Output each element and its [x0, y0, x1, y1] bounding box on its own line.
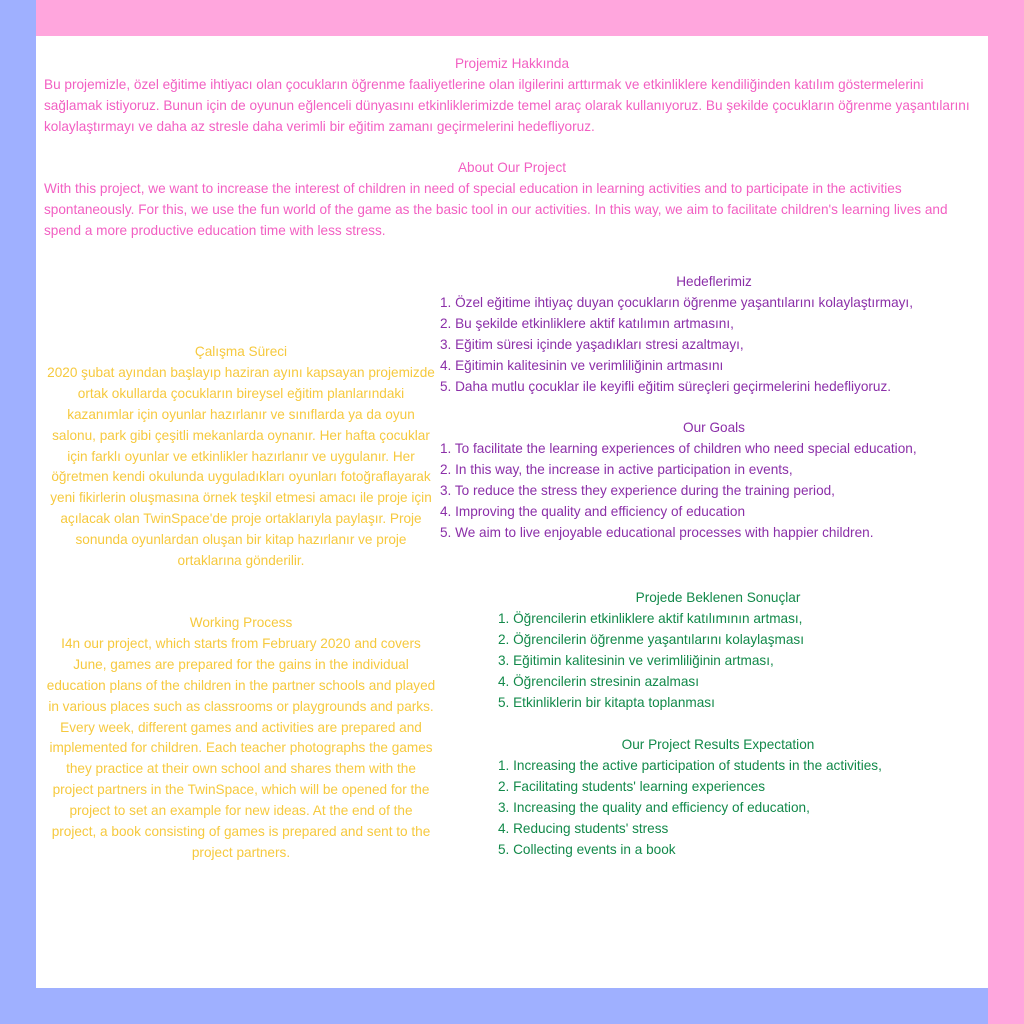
frame-bottom-bar: [0, 988, 988, 1024]
goals-list-tr: [440, 293, 988, 398]
list-item: 4. Reducing students' stress: [498, 820, 669, 836]
list-item: 4. Improving the quality and efficiency of education: [440, 503, 746, 519]
list-item: 5. We aim to live enjoyable educational processes with happier children.: [440, 524, 874, 540]
about-title-en: About Our Project: [457, 160, 567, 175]
goals-title-tr: Hedeflerimiz: [676, 274, 752, 289]
process-text-en: I4n our project, which starts from February 2020 and covers June, games are prepared for the gains in the individual education plans of the children in the partner schools and played in various places such as classrooms or playgrounds and parks. Every week, different games and activities are prepared and implemented for children. Each teacher photographs the games they practice at their own school and shares them with the project partners in the TwinSpace, which will be opened for the project to set an example for new ideas. At the end of the project, a book consisting of games is prepared and sent to the project partners.: [46, 635, 436, 860]
frame-right-bar: [988, 0, 1024, 1024]
list-item: 2. Facilitating students' learning experiences: [498, 778, 766, 794]
list-item: 3. To reduce the stress they experience during the training period,: [440, 482, 835, 498]
list-item: 1. To facilitate the learning experiences of children who need special education,: [440, 440, 917, 456]
goals-section-en: [440, 418, 988, 543]
process-title-tr: Çalışma Süreci: [194, 344, 288, 359]
list-item: 5. Collecting events in a book: [498, 841, 676, 857]
list-item: 1. Increasing the active participation of students in the activities,: [498, 757, 882, 773]
list-item: 3. Eğitimin kalitesinin ve verimliliğinin artması,: [498, 652, 774, 668]
about-section-en: [44, 158, 980, 242]
frame-left-bar: [0, 0, 36, 1024]
list-item: 5. Etkinliklerin bir kitapta toplanması: [498, 694, 715, 710]
process-section-en: [46, 613, 436, 864]
about-text-tr: Bu projemizle, özel eğitime ihtiyacı olan çocukların öğrenme faaliyetlerine olan ilgilerini arttırmak ve etkinliklere kendiliğinden katılım göstermelerini sağlamak istiyoruz. Bunun için de oyunun eğlenceli dünyasını etkinliklerimizde temel araç olarak kullanıyoruz. Bu şekilde çocukların öğrenme yaşantılarını kolaylaştırmayı ve daha az stresle daha verimli bir eğitim zamanı geçirmelerini hedefliyoruz.: [44, 76, 970, 134]
about-text-en: With this project, we want to increase the interest of children in need of special education in learning activities and to participate in the activities spontaneously. For this, we use the fun world of the game as the basic tool in our activities. In this way, we aim to facilitate children's learning lives and spend a more productive education time with less stress.: [44, 180, 948, 238]
process-text-tr: 2020 şubat ayından başlayıp haziran ayını kapsayan projemizde ortak okullarda çocukların bireysel eğitim planlarındaki kazanımlar için oyunlar hazırlanır ve sınıflarda ya da oyun salonu, park gibi çeşitli mekanlarda oynanır. Her hafta çocuklar için farklı oyunlar ve etkinlikler hazırlanır ve uygulanır. Her öğretmen kendi okulunda uyguladıkları oyunları fotoğraflayarak yeni fikirlerin oluşmasına örnek teşkil etmesi amacı ile proje için açılacak olan TwinSpace'de proje ortaklarıyla paylaşır. Proje sonunda oyunlardan oluşan bir kitap hazırlanır ve proje ortaklarına gönderilir.: [47, 364, 435, 569]
results-section-tr: [498, 588, 938, 713]
about-title-tr: Projemiz Hakkında: [454, 56, 570, 71]
frame-top-bar: [36, 0, 1024, 36]
list-item: 5. Daha mutlu çocuklar ile keyifli eğitim süreçleri geçirmelerini hedefliyoruz.: [440, 378, 892, 394]
list-item: 3. Eğitim süresi içinde yaşadıkları stresi azaltmayı,: [440, 336, 744, 352]
list-item: 1. Özel eğitime ihtiyaç duyan çocukların öğrenme yaşantılarını kolaylaştırmayı,: [440, 294, 913, 310]
process-title-en: Working Process: [189, 615, 293, 630]
list-item: 1. Öğrencilerin etkinliklere aktif katılımının artması,: [498, 610, 803, 626]
list-item: 2. Bu şekilde etkinliklere aktif katılımın artmasını,: [440, 315, 734, 331]
list-item: 2. In this way, the increase in active participation in events,: [440, 461, 793, 477]
list-item: 4. Eğitimin kalitesinin ve verimliliğinin artmasını: [440, 357, 724, 373]
results-section-en: [498, 735, 938, 860]
process-section-tr: [46, 342, 436, 572]
list-item: 3. Increasing the quality and efficiency of education,: [498, 799, 810, 815]
goals-title-en: Our Goals: [683, 420, 745, 435]
results-title-en: Our Project Results Expectation: [621, 737, 815, 752]
list-item: 2. Öğrencilerin öğrenme yaşantılarını kolaylaşması: [498, 631, 804, 647]
goals-list-en: [440, 439, 988, 544]
about-section-tr: [44, 54, 980, 138]
goals-section-tr: [440, 272, 988, 397]
results-list-tr: [498, 609, 938, 714]
results-title-tr: Projede Beklenen Sonuçlar: [635, 590, 801, 605]
list-item: 4. Öğrencilerin stresinin azalması: [498, 673, 699, 689]
results-list-en: [498, 756, 938, 861]
